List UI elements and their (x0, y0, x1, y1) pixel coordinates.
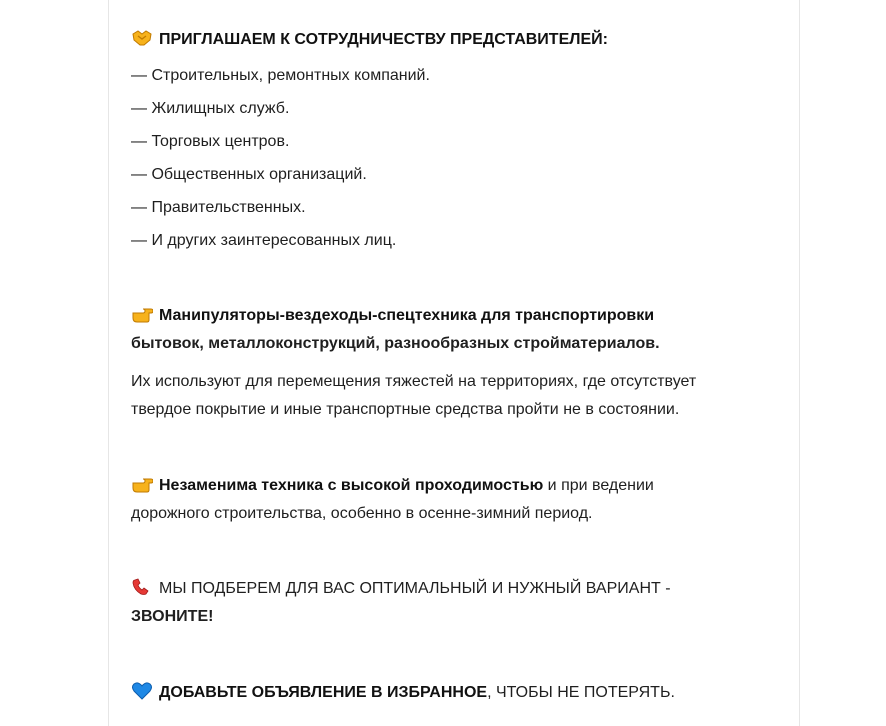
telephone-icon (131, 577, 153, 597)
irreplaceable-line1: Незаменима техника с высокой проходимостью и при ведении (131, 472, 654, 500)
pointing-hand-icon (131, 304, 153, 324)
invite-item: — И других заинтересованных лиц. (131, 232, 397, 249)
pointing-hand-icon (131, 474, 153, 494)
handshake-icon (131, 28, 153, 48)
manipulators-body-line2: твердое покрытие и иные транспортные средства пройти не в состоянии. (131, 401, 680, 418)
invite-heading (131, 28, 608, 50)
invite-item: — Строительных, ремонтных компаний. (131, 67, 430, 84)
invite-item: — Правительственных. (131, 199, 306, 216)
manipulators-title-line1: Манипуляторы-вездеходы-спецтехника для транспортировки (131, 302, 654, 330)
invite-item: — Общественных организаций. (131, 166, 367, 183)
call-line1: МЫ ПОДБЕРЕМ ДЛЯ ВАС ОПТИМАЛЬНЫЙ И НУЖНЫЙ ВАРИАНТ - (131, 575, 671, 603)
blue-heart-icon (131, 681, 153, 701)
invite-item: — Жилищных служб. (131, 100, 290, 117)
call-line2: ЗВОНИТЕ! (131, 608, 214, 625)
favorite-line: ДОБАВЬТЕ ОБЪЯВЛЕНИЕ В ИЗБРАННОЕ, ЧТОБЫ НЕ ПОТЕРЯТЬ. (131, 679, 675, 707)
invite-item: — Торговых центров. (131, 133, 290, 150)
irreplaceable-line2: дорожного строительства, особенно в осенне-зимний период. (131, 505, 593, 522)
listing-description-card (108, 0, 800, 726)
invite-title: ПРИГЛАШАЕМ К СОТРУДНИЧЕСТВУ ПРЕДСТАВИТЕЛЕЙ: (159, 31, 608, 48)
manipulators-body-line1: Их используют для перемещения тяжестей на территориях, где отсутствует (131, 373, 697, 390)
manipulators-title-line2: бытовок, металлоконструкций, разнообразных стройматериалов. (131, 335, 660, 352)
